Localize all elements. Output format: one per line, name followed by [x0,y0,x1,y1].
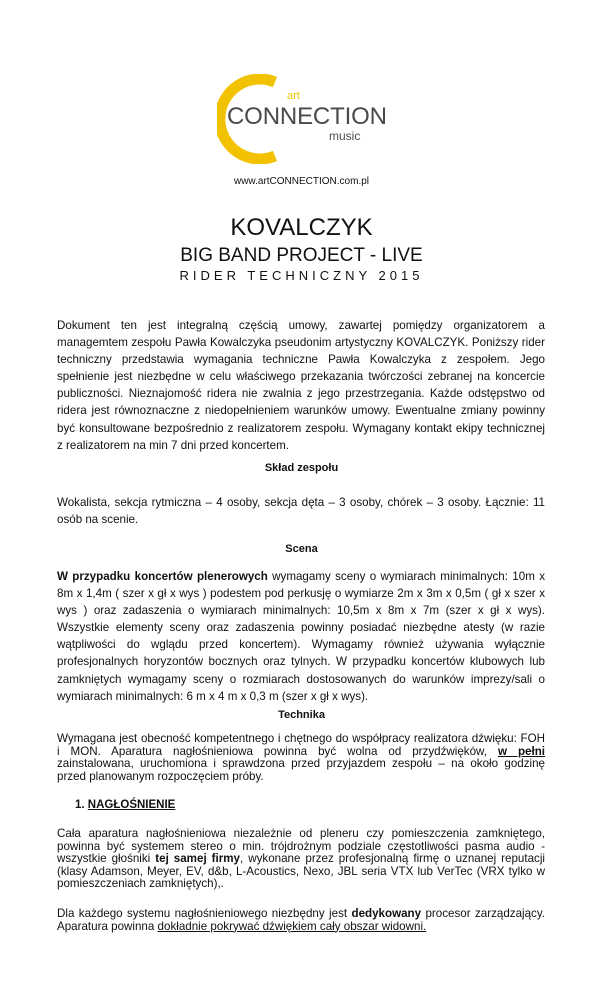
artconnection-logo [217,74,397,164]
naglosnienie-paragraph-2 [57,908,545,933]
section-heading-technika: Technika [278,709,325,721]
technika-text-a: Wymagana jest obecność kompetentnego i chętnego do współpracy realizatora dźwięku: FOH i MON. Aparatura nagłośnieniowa powinna być wolna od przydźwięków, [57,732,545,758]
document-title: KOVALCZYK [230,214,373,241]
scena-paragraph [57,568,545,705]
nagl-p2-c: procesor zarządzający. Aparatura powinna [57,907,545,933]
logo-art-text: art [287,90,300,102]
numbered-heading-naglosnienie [75,799,175,811]
nagl-p2-underlined: dokładnie pokrywać dźwiękiem cały obszar widowni. [157,919,427,933]
technika-emphasis: w pełni [497,744,545,758]
section-heading-sklad: Skład zespołu [264,462,339,474]
heading-number: 1. [75,799,85,811]
technika-text-c: zainstalowana, uruchomiona i sprawdzona przed przyjazdem zespołu – na około godzinę przed planowanym rozpoczęciem próby. [57,757,545,783]
nagl-p2-bold: dedykowany [351,907,422,920]
nagl-p1-bold: tej samej firmy [155,852,241,866]
intro-paragraph: Dokument ten jest integralną częścią umowy, zawartej pomiędzy organizatorem a managemtem zespołu Pawła Kowalczyka pseudonim artystyczny KOVALCZYK. Poniższy rider techniczny przedstawia wymagania techniczne Pawła Kowalczyka z zespołem. Jego spełnienie jest niezbędne w celu właściwego przekazania twórczości zebranej na koncercie publiczności. Nieznajomość ridera nie zwalnia z jego przestrzegania. Każde odstępstwo od ridera jest równoznaczne z niedopełnieniem warunków umowy. Ewentualne zmiany powinny być konsultowane bezpośrednio z realizatorem zespołu. Wymagany kontakt ekipy technicznej z realizatorem na min 7 dni przed koncertem. [57,319,545,452]
section-heading-scena: Scena [285,543,318,555]
scena-bold-lead: W przypadku koncertów plenerowych [57,570,268,583]
technika-paragraph [57,733,545,783]
website-url[interactable]: www.artCONNECTION.com.pl [233,176,369,187]
logo-connection-text: CONNECTION [227,103,387,130]
nagl-p1-c: , wykonane przez profesjonalną firmę o uznanej reputacji (klasy Adamson, Meyer, EV, d&b, L-Acoustics, Nexo, JBL seria VTX lub VerTec (VRX tylko w pomieszczeniach zamkniętych),. [57,852,545,891]
nagl-p2-a: Dla każdego systemu nagłośnieniowego niezbędny jest [57,907,352,920]
document-type: RIDER TECHNICZNY 2015 [179,268,424,283]
nagl-p1-a: Cała aparatura nagłośnieniowa niezależnie od pleneru czy pomieszczenia zamkniętego, powinna być systemem stereo o min. trójdrożnym podziale częstotliwości pasma audio - wszystkie głośniki [57,827,545,866]
document-subtitle: BIG BAND PROJECT - LIVE [180,245,423,266]
sklad-paragraph: Wokalista, sekcja rytmiczna – 4 osoby, sekcja dęta – 3 osoby, chórek – 3 osoby. Łącznie: 11 osób na scenie. [57,496,545,527]
heading-text: NAGŁOŚNIENIE [87,799,176,811]
naglosnienie-paragraph-1 [57,828,545,891]
scena-text: wymagamy sceny o wymiarach minimalnych: 10m x 8m x 1,4m ( szer x gł x wys ) podestem pod perkusję o wymiarze 2m x 3m x 0,5m ( gł x szer x wys ) oraz zadaszenia o wymiarach minimalnych: 10,5m x 8m x 7m (szer x gł x wys). Wszystkie elementy sceny oraz zadaszenia powinny posiadać niezbędne atesty (w razie wątpliwości do wglądu przed koncertem). Wymagamy również używania wyłącznie profesjonalnych horyzontów bocznych oraz tylnych. W przypadku koncertów klubowych lub zamkniętych wymagamy sceny o rozmiarach dostosowanych do warunków imprezy/sali o wymiarach minimalnych: 6 m x 4 m x 0,3 m (szer x gł x wys). [57,570,545,703]
logo-music-text: music [329,129,361,143]
